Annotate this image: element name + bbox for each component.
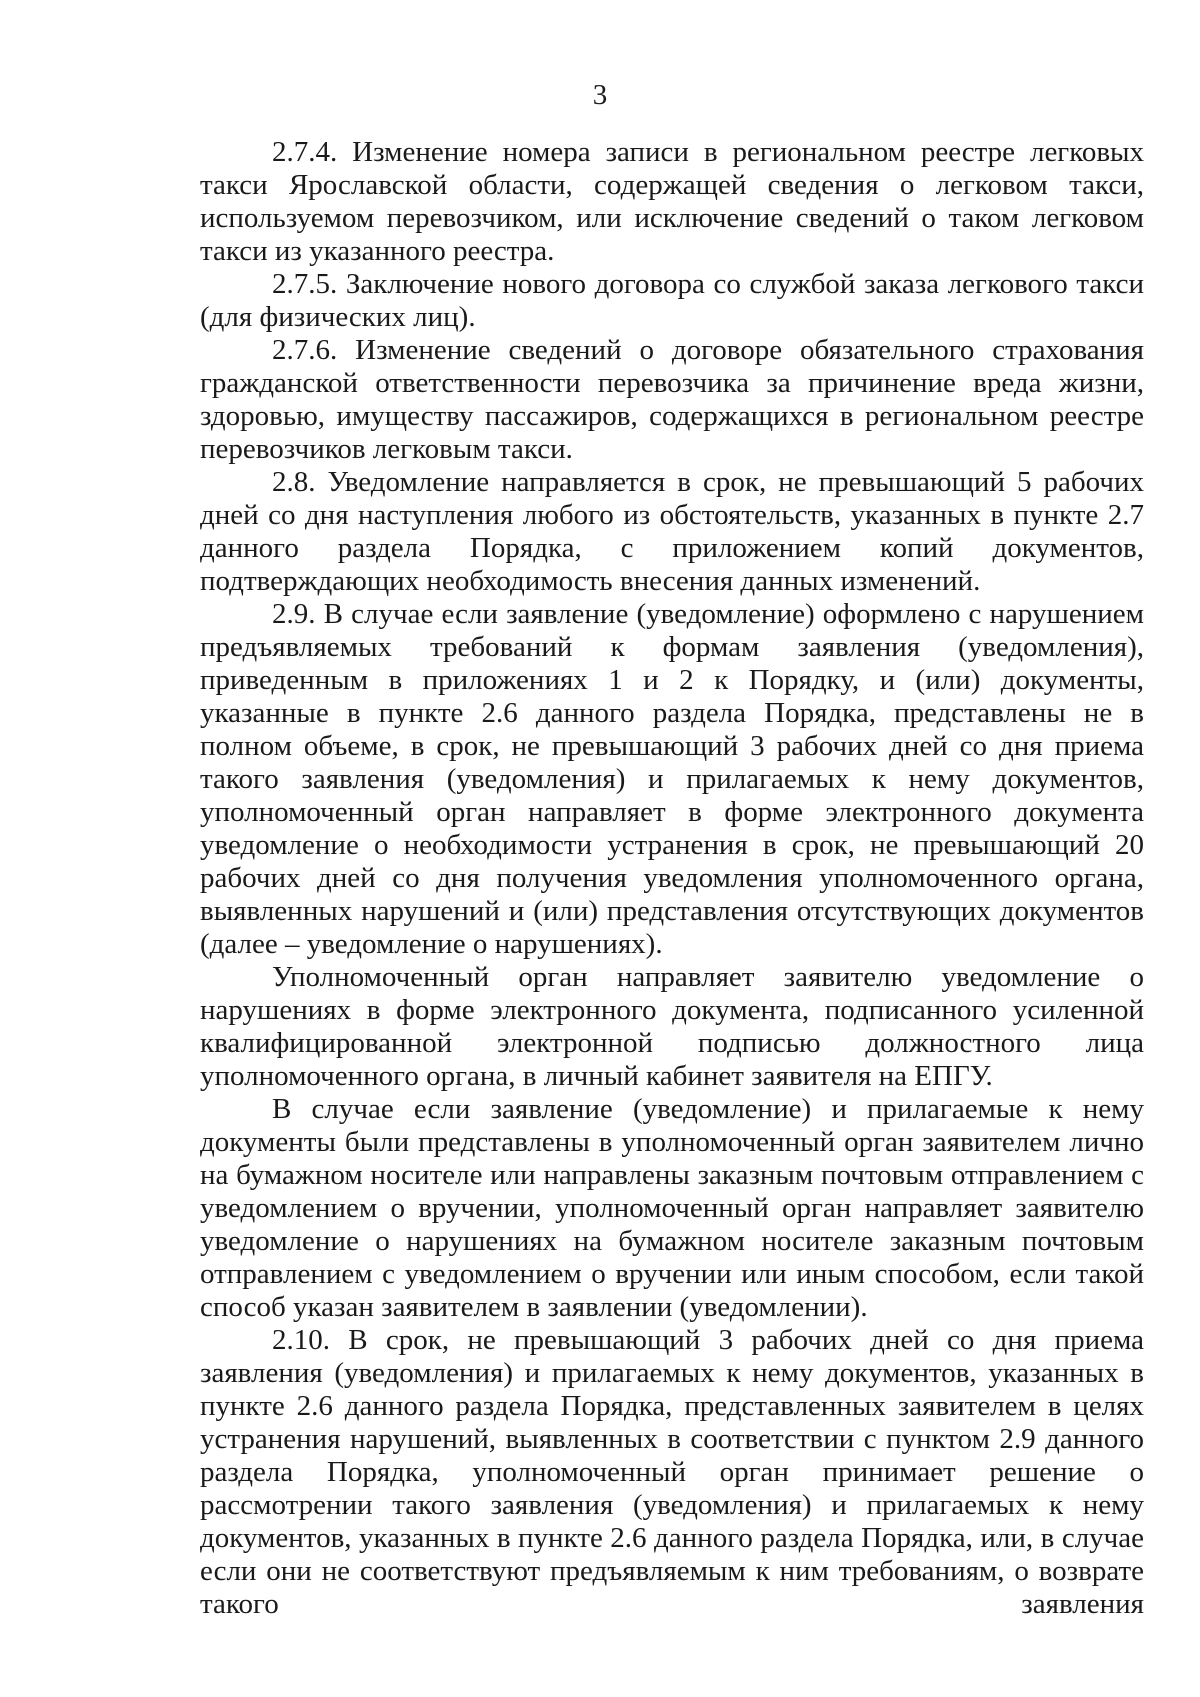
- paragraph-2-9: 2.9. В случае если заявление (уведомление) оформлено с нарушением предъявляемых требований к формам заявления (уведомления), приведенным в приложениях 1 и 2 к Порядку, и (или) документы, указанные в пункте 2.6 данного раздела Порядка, представлены не в полном объеме, в срок, не превышающий 3 рабочих дней со дня приема такого заявления (уведомления) и прилагаемых к нему документов, уполномоченный орган направляет в форме электронного документа уведомление о необходимости устранения в срок, не превышающий 20 рабочих дней со дня получения уведомления уполномоченного органа, выявленных нарушений и (или) представления отсутствующих документов (далее – уведомление о нарушениях).: [200, 598, 1144, 960]
- page-number: 3: [592, 79, 608, 111]
- paragraph-2-8: 2.8. Уведомление направляется в срок, не превышающий 5 рабочих дней со дня наступления любого из обстоятельств, указанных в пункте 2.7 данного раздела Порядка, с приложением копий документов, подтверждающих необходимость внесения данных изменений.: [200, 466, 1144, 597]
- paragraph-2-7-6: 2.7.6. Изменение сведений о договоре обязательного страхования гражданской ответственности перевозчика за причинение вреда жизни, здоровью, имуществу пассажиров, содержащихся в региональном реестре перевозчиков легковым такси.: [200, 334, 1144, 465]
- document-body: [200, 136, 1144, 1621]
- paragraph-2-9-paper: В случае если заявление (уведомление) и прилагаемые к нему документы были представлены в уполномоченный орган заявителем лично на бумажном носителе или направлены заказным почтовым отправлением с уведомлением о вручении, уполномоченный орган направляет заявителю уведомление о нарушениях на бумажном носителе заказным почтовым отправлением с уведомлением о вручении или иным способом, если такой способ указан заявителем в заявлении (уведомлении).: [200, 1093, 1144, 1323]
- paragraph-2-7-5: 2.7.5. Заключение нового договора со службой заказа легкового такси (для физических лиц).: [200, 268, 1144, 333]
- paragraph-2-7-4: 2.7.4. Изменение номера записи в региональном реестре легковых такси Ярославской области, содержащей сведения о легковом такси, используемом перевозчиком, или исключение сведений о таком легковом такси из указанного реестра.: [200, 136, 1144, 267]
- paragraph-2-9-notification: Уполномоченный орган направляет заявителю уведомление о нарушениях в форме электронного документа, подписанного усиленной квалифицированной электронной подписью должностного лица уполномоченного органа, в личный кабинет заявителя на ЕПГУ.: [200, 961, 1144, 1092]
- paragraph-2-10: 2.10. В срок, не превышающий 3 рабочих дней со дня приема заявления (уведомления) и прилагаемых к нему документов, указанных в пункте 2.6 данного раздела Порядка, представленных заявителем в целях устранения нарушений, выявленных в соответствии с пунктом 2.9 данного раздела Порядка, уполномоченный орган принимает решение о рассмотрении такого заявления (уведомления) и прилагаемых к нему документов, указанных в пункте 2.6 данного раздела Порядка, или, в случае если они не соответствуют предъявляемым к ним требованиям, о возврате такого заявления: [200, 1324, 1144, 1620]
